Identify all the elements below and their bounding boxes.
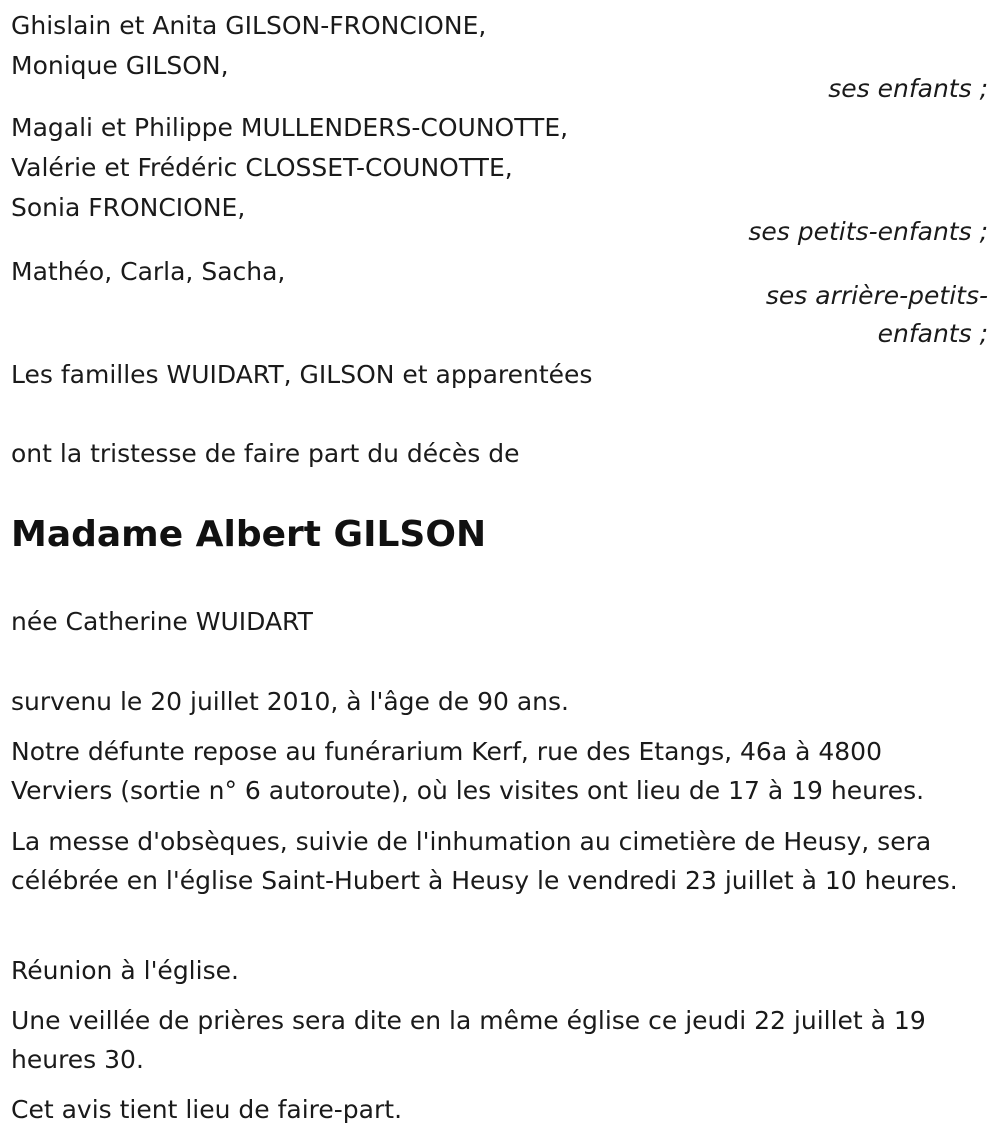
mass-paragraph: La messe d'obsèques, suivie de l'inhumation au cimetière de Heusy, sera célébrée en l'église Saint-Hubert à Heusy le vendredi 23 juillet à 10 heures. <box>11 827 958 895</box>
children-relation: ses enfants ; <box>828 74 988 103</box>
grandchildren-line-2: Valérie et Frédéric CLOSSET-COUNOTTE, <box>11 153 513 182</box>
vigil-paragraph: Une veillée de prières sera dite en la même église ce jeudi 22 juillet à 19 heures 30. <box>11 1006 926 1074</box>
children-line-1: Ghislain et Anita GILSON-FRONCIONE, <box>11 11 487 40</box>
notice-paragraph: Cet avis tient lieu de faire-part. <box>11 1095 403 1124</box>
grandchildren-line-3: Sonia FRONCIONE, <box>11 193 246 222</box>
maiden-name: née Catherine WUIDART <box>11 607 313 636</box>
families-line: Les familles WUIDART, GILSON et apparentées <box>11 360 593 389</box>
death-date: survenu le 20 juillet 2010, à l'âge de 90 ans. <box>11 687 569 716</box>
grandchildren-line-1: Magali et Philippe MULLENDERS-COUNOTTE, <box>11 113 569 142</box>
children-line-2: Monique GILSON, <box>11 51 229 80</box>
great-grandchildren-line: Mathéo, Carla, Sacha, <box>11 257 286 286</box>
meeting-paragraph: Réunion à l'église. <box>11 956 239 985</box>
funerarium-paragraph: Notre défunte repose au funérarium Kerf, rue des Etangs, 46a à 4800 Verviers (sortie n° 6 autoroute), où les visites ont lieu de 17 à 19 heures. <box>11 737 925 805</box>
great-grandchildren-relation-line-2: enfants ; <box>877 319 988 348</box>
great-grandchildren-relation-line-1: ses arrière-petits- <box>765 281 988 310</box>
grandchildren-relation: ses petits-enfants ; <box>748 217 988 246</box>
deceased-name: Madame Albert GILSON <box>11 514 487 555</box>
announcement-line: ont la tristesse de faire part du décès de <box>11 439 520 468</box>
